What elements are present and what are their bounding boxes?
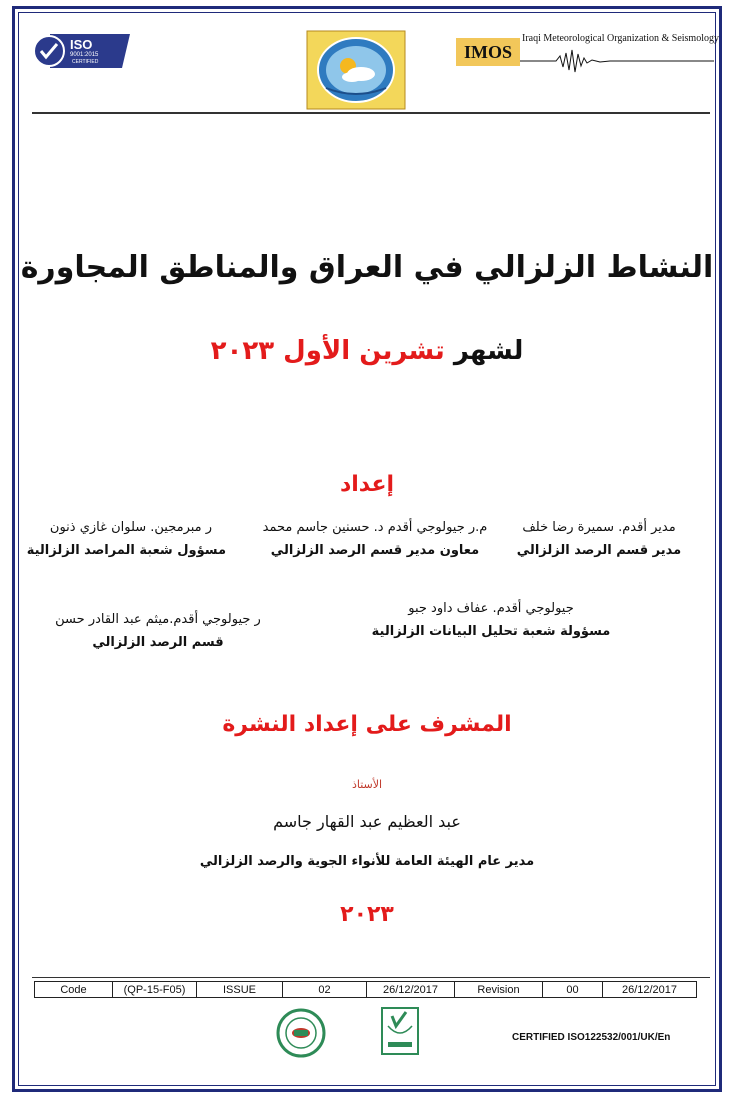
supervisor-heading: المشرف على إعداد النشرة (222, 712, 512, 737)
staff-member (26, 520, 226, 558)
staff-member (504, 520, 694, 558)
staff-name: ر جيولوجي أقدم.ميثم عبد القادر حسن (55, 612, 261, 627)
iso-standard: 9001:2015 (70, 52, 99, 58)
staff-member (38, 612, 278, 650)
footer-divider (32, 977, 710, 978)
supervisor-name: عبد العظيم عبد القهار جاسم (273, 812, 461, 831)
supervisor-role: مدير عام الهيئة العامة للأنواء الجوية والرصد الزلزالي (199, 854, 535, 869)
month-highlight: تشرين الأول ٢٠٢٣ (210, 336, 445, 366)
staff-role: قسم الرصد الزلزالي (92, 635, 224, 650)
organization-emblem-logo (306, 30, 406, 110)
supervisor-label: الأستاذ (351, 778, 383, 791)
doc-revision-value: 00 (543, 982, 603, 998)
iso-certified-text: CERTIFIED (72, 59, 99, 65)
document-code-table (34, 981, 697, 998)
ukas-accreditation-logo (380, 1006, 420, 1056)
bulletin-title: النشاط الزلزالي في العراق والمناطق المجاورة (20, 250, 714, 285)
table-row (35, 982, 697, 998)
staff-role: مدير قسم الرصد الزلزالي (516, 543, 682, 558)
staff-name: م.ر جيولوجي أقدم د. حسنين جاسم محمد (262, 520, 488, 535)
doc-code-value: (QP-15-F05) (113, 982, 197, 998)
staff-member (366, 601, 616, 639)
seismogram-icon (520, 48, 714, 74)
organization-name: Iraqi Meteorological Organization & Seismology (522, 33, 719, 44)
bulletin-month (18, 336, 716, 366)
staff-role: معاون مدير قسم الرصد الزلزالي (270, 543, 480, 558)
staff-name: جيولوجي أقدم. عفاف داود جبو (408, 601, 574, 616)
imos-logo: IMOS (456, 38, 520, 66)
staff-name: ر مبرمجين. سلوان غازي ذنون (49, 520, 213, 535)
certification-text: CERTIFIED ISO122532/001/UK/En (512, 1032, 671, 1043)
doc-issue-date: 26/12/2017 (367, 982, 455, 998)
doc-revision-date: 26/12/2017 (603, 982, 697, 998)
doc-issue-label: ISSUE (197, 982, 283, 998)
doc-code-label: Code (35, 982, 113, 998)
doc-issue-value: 02 (283, 982, 367, 998)
header-divider (32, 112, 710, 114)
iso-label: ISO (70, 37, 93, 52)
staff-role: مسؤولة شعبة تحليل البيانات الزلزالية (371, 624, 611, 639)
doc-revision-label: Revision (455, 982, 543, 998)
month-prefix: لشهر (453, 336, 524, 366)
bulletin-year: ٢٠٢٣ (340, 902, 394, 927)
staff-member (250, 520, 500, 558)
registrar-seal-logo (276, 1008, 326, 1058)
staff-role: مسؤول شعبة المراصد الزلزالية (26, 543, 226, 558)
staff-name: مدير أقدم. سميرة رضا خلف (522, 520, 676, 535)
prepared-by-heading: إعداد (339, 472, 395, 497)
